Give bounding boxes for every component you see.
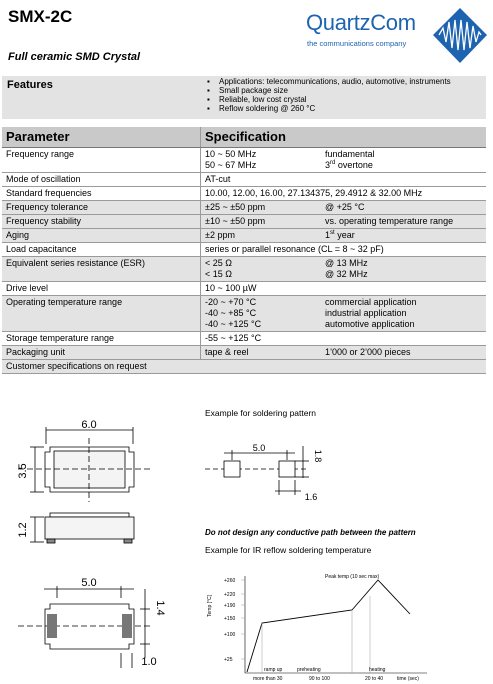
specification-note-cell [321, 148, 486, 173]
x-label-ramp: more than 30 [253, 676, 283, 682]
height-dimension: 3.5 [17, 463, 29, 479]
specification-cell [201, 296, 322, 332]
spec-note: @ 32 MHz [325, 269, 368, 279]
spec-value: < 25 Ω [205, 258, 232, 268]
table-row [2, 346, 486, 360]
spec-value: AT-cut [205, 174, 231, 184]
feature-item: ▪ Applications: telecommunications, audio, automotive, instruments [207, 77, 451, 86]
specification-cell [201, 282, 487, 296]
parameter-name: Equivalent series resistance (ESR) [2, 257, 201, 282]
spec-value: -40 ~ +125 °C [205, 319, 262, 329]
table-row [2, 360, 486, 374]
spec-note: fundamental [325, 149, 375, 159]
specification-cell [201, 148, 322, 173]
reflow-profile-chart [205, 566, 430, 684]
specification-note-cell [321, 346, 486, 360]
tick-260: +260 [224, 578, 236, 584]
header-parameter: Parameter [2, 127, 201, 148]
wave-logo-icon [433, 8, 487, 63]
pad-pitch-dimension: 5.0 [81, 577, 97, 589]
table-row [2, 229, 486, 243]
table-row [2, 257, 486, 282]
thickness-dimension: 1.2 [17, 522, 29, 538]
spec-note: 1’000 or 2’000 pieces [325, 347, 411, 357]
brand-name: QuartzCom [306, 10, 416, 35]
specification-cell [201, 173, 487, 187]
phase-ramp-up: ramp up [264, 667, 283, 673]
parameter-name: Load capacitance [2, 243, 201, 257]
features-band [2, 76, 486, 119]
parameter-name: Drive level [2, 282, 201, 296]
layout-warning: Do not design any conductive path between the pattern [205, 528, 416, 537]
parameter-name: Frequency range [2, 148, 201, 173]
tick-100: +100 [224, 632, 236, 638]
parameter-name: Standard frequencies [2, 187, 201, 201]
table-row [2, 173, 486, 187]
company-logo [306, 8, 486, 63]
table-row [2, 215, 486, 229]
parameter-name: Storage temperature range [2, 332, 201, 346]
spec-value: 10 ~ 50 MHz [205, 149, 257, 159]
header-specification: Specification [201, 127, 487, 148]
specification-table [2, 127, 486, 374]
parameter-name: Packaging unit [2, 346, 201, 360]
specification-cell [201, 187, 487, 201]
tick-25: +25 [224, 657, 233, 663]
reflow-caption: Example for IR reflow soldering temperature [205, 545, 372, 555]
table-row [2, 187, 486, 201]
spec-note: 3rd overtone [325, 160, 373, 170]
pattern-pad-height: 1.8 [313, 449, 323, 463]
table-row [2, 332, 486, 346]
specification-cell [201, 332, 487, 346]
spec-value: < 15 Ω [205, 269, 232, 279]
feature-item: ▪ Small package size [207, 86, 451, 95]
spec-note: automotive application [325, 319, 415, 329]
pattern-pad-width: 1.6 [304, 492, 318, 502]
table-row [2, 201, 486, 215]
pad-height-dimension: 1.4 [154, 600, 166, 616]
spec-value: 10 ~ 100 µW [205, 283, 257, 293]
peak-label: Peak temp (10 sec max) [325, 574, 380, 580]
soldering-pattern-drawing [205, 440, 325, 505]
spec-note: 1st year [325, 230, 355, 240]
feature-item: ▪ Reflow soldering @ 260 °C [207, 104, 451, 113]
feature-item: ▪ Reliable, low cost crystal [207, 95, 451, 104]
table-row [2, 282, 486, 296]
pattern-pitch: 5.0 [252, 443, 266, 453]
spec-note: vs. operating temperature range [325, 216, 454, 226]
spec-value: -40 ~ +85 °C [205, 308, 257, 318]
tick-190: +190 [224, 603, 236, 609]
pad-width-dimension: 1.0 [141, 656, 157, 668]
spec-value: 10.00, 12.00, 16.00, 27.134375, 29.4912 & 32.00 MHz [205, 188, 423, 198]
x-label-preheat: 90 to 100 [309, 676, 330, 682]
spec-note: @ +25 °C [325, 202, 365, 212]
specification-note-cell [321, 296, 486, 332]
product-title: SMX-2C [8, 7, 73, 26]
spec-value: -20 ~ +70 °C [205, 297, 257, 307]
spec-note: @ 13 MHz [325, 258, 368, 268]
spec-value: ±2 ppm [205, 230, 235, 240]
phase-heating: heating [369, 667, 386, 673]
x-label-heating: 20 to 40 [365, 676, 384, 682]
features-label: Features [7, 79, 53, 91]
specification-note-cell [321, 215, 486, 229]
specification-cell [201, 229, 322, 243]
specification-cell [201, 257, 322, 282]
specification-note-cell [321, 257, 486, 282]
table-row [2, 243, 486, 257]
spec-note: commercial application [325, 297, 417, 307]
spec-value: tape & reel [205, 347, 249, 357]
table-header-row [2, 127, 486, 148]
parameter-name: Frequency stability [2, 215, 201, 229]
spec-value: -55 ~ +125 °C [205, 333, 262, 343]
soldering-caption: Example for soldering pattern [205, 408, 317, 418]
parameter-name: Operating temperature range [2, 296, 201, 332]
tick-150: +150 [224, 616, 236, 622]
phase-preheating: preheating [297, 667, 321, 673]
parameter-name: Frequency tolerance [2, 201, 201, 215]
parameter-name: Aging [2, 229, 201, 243]
specification-note-cell [321, 201, 486, 215]
spec-value: 50 ~ 67 MHz [205, 160, 257, 170]
specification-cell [201, 243, 487, 257]
table-row [2, 148, 486, 173]
parameter-name: Mode of oscillation [2, 173, 201, 187]
width-dimension: 6.0 [81, 419, 97, 431]
features-list [207, 77, 451, 113]
specification-note-cell [321, 229, 486, 243]
row-note: Customer specifications on request [2, 360, 486, 374]
tick-220: +220 [224, 592, 236, 598]
spec-note: industrial application [325, 308, 407, 318]
brand-tagline: the communications company [307, 39, 407, 48]
specification-cell [201, 201, 322, 215]
specification-cell [201, 346, 322, 360]
product-subtitle: Full ceramic SMD Crystal [8, 51, 141, 63]
spec-value: ±10 ~ ±50 ppm [205, 216, 266, 226]
x-label-time: time (sec) [397, 676, 419, 682]
specification-cell [201, 215, 322, 229]
table-row [2, 296, 486, 332]
reflow-y-label: Temp [°C] [207, 594, 213, 618]
package-dimension-drawing [0, 418, 200, 684]
spec-value: series or parallel resonance (CL = 8 ~ 32 pF) [205, 244, 384, 254]
spec-value: ±25 ~ ±50 ppm [205, 202, 266, 212]
